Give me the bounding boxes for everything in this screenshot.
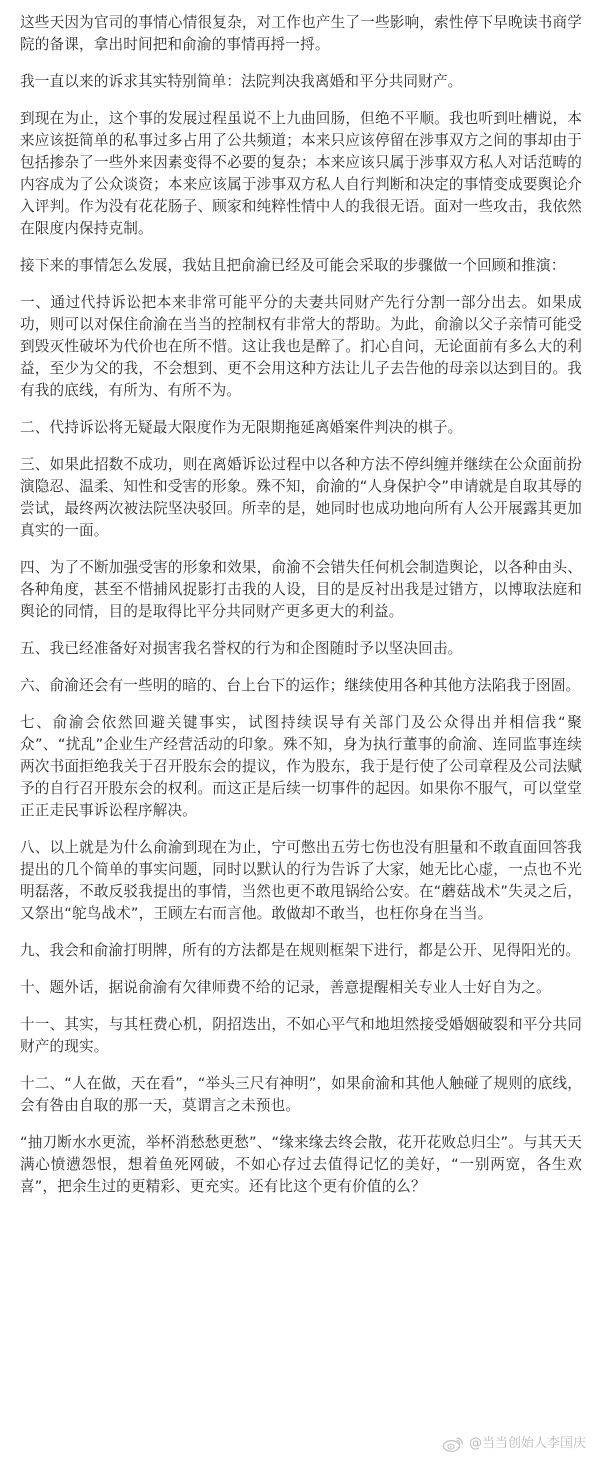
paragraph-review-intro: 接下来的事情怎么发展，我姑且把俞渝已经及可能会采取的步骤做一个回顾和推演：	[20, 257, 566, 274]
weibo-logo-icon	[442, 1436, 464, 1452]
article-body	[20, 12, 582, 1213]
watermark-text: @当当创始人李国庆	[468, 1436, 586, 1451]
paragraph-background: 到现在为止，这个事的发展过程虽说不上九曲回肠，但绝不平顺。我也听到吐槽说，本来应该挺简单的私事过多占用了公共频道；本来只应该停留在涉事双方之间的事却由于包括掺杂了一些外来因素变得不必要的复杂；本来应该只属于涉事双方私人对话范畴的内容成为了公众谈资；本来应该属于涉事双方私人自行判断和决定的事情变成要舆论介入评判。作为没有花花肠子、顾家和纯粹性情中人的我很无语。面对一些攻击，我依然在限度内保持克制。	[20, 110, 582, 237]
paragraph-point-10: 十、题外话，据说俞渝有欠律师费不给的记录，善意提醒相关专业人士好自为之。	[20, 979, 551, 996]
paragraph-point-12: 十二、“人在做，天在看”，“举头三尺有神明”，如果俞渝和其他人触碰了规则的底线，会有咎由自取的那一天，莫谓言之未预也。	[20, 1075, 582, 1114]
paragraph-point-3: 三、如果此招数不成功，则在离婚诉讼过程中以各种方法不停纠缠并继续在公众面前扮演隐忍、温柔、知性和受害的形象。殊不知，俞渝的“人身保护令”申请就是自取其辱的尝试，最终两次被法院坚决驳回。所幸的是，她同时也成功地向所有人公开展露其更加真实的一面。	[20, 456, 582, 539]
paragraph-demand: 我一直以来的诉求其实特别简单：法院判决我离婚和平分共同财产。	[20, 73, 463, 90]
paragraph-point-5: 五、我已经准备好对损害我名誉权的行为和企图随时予以坚决回击。	[20, 640, 463, 657]
paragraph-point-6: 六、俞渝还会有一些明的暗的、台上台下的运作；继续使用各种其他方法陷我于囹圄。	[20, 677, 581, 694]
paragraph-point-2: 二、代持诉讼将无疑最大限度作为无限期拖延离婚案件判决的棋子。	[20, 419, 463, 436]
weibo-watermark	[442, 1436, 586, 1452]
paragraph-point-11: 十一、其实，与其枉费心机，阴招迭出，不如心平气和地坦然接受婚姻破裂和平分共同财产的现实。	[20, 1016, 582, 1055]
paragraph-point-7: 七、俞渝会依然回避关键事实，试图持续误导有关部门及公众得出并相信我“聚众”、“扰乱”企业生产经营活动的印象。殊不知，身为执行董事的俞渝、连同监事连续两次书面拒绝我关于召开股东会的提议，作为股东，我于是行使了公司章程及公司法赋予的自行召开股东会的权利。而这正是后续一切事件的起因。如果你不服气，可以堂堂正正走民事诉讼程序解决。	[20, 714, 582, 819]
paragraph-point-9: 九、我会和俞渝打明牌，所有的方法都是在规则框架下进行，都是公开、见得阳光的。	[20, 942, 581, 959]
paragraph-point-4: 四、为了不断加强受害的形象和效果，俞渝不会错失任何机会制造舆论，以各种由头、各种角度，甚至不惜捕风捉影打击我的人设，目的是反衬出我是过错方，以博取法庭和舆论的同情，目的是取得比平分共同财产更多更大的利益。	[20, 559, 582, 620]
paragraph-intro: 这些天因为官司的事情心情很复杂，对工作也产生了一些影响，索性停下早晚读书商学院的备课，拿出时间把和俞渝的事情再捋一捋。	[20, 14, 582, 53]
paragraph-point-1: 一、通过代持诉讼把本来非常可能平分的夫妻共同财产先行分割一部分出去。如果成功，则可以对保住俞渝在当当的控制权有非常大的帮助。为此，俞渝以父子亲情可能受到毁灭性破坏为代价也在所不惜。这让我也是醉了。扪心自问，无论面前有多么大的利益，至少为父的我，不会想到、更不会用这种方法让儿子去告他的母亲以达到目的。我有我的底线，有所为、有所不为。	[20, 294, 582, 399]
paragraph-closing: “抽刀断水水更流，举杯消愁愁更愁”、“缘来缘去终会散，花开花败总归尘”。与其天天满心愤懑怨恨，想着鱼死网破，不如心存过去值得记忆的美好，“一别两宽，各生欢喜”，把余生过的更精彩、更充实。还有比这个更有价值的么？	[20, 1134, 582, 1195]
paragraph-point-8: 八、以上就是为什么俞渝到现在为止，宁可憋出五劳七伤也没有胆量和不敢直面回答我提出的几个简单的事实问题，同时以默认的行为告诉了大家，她无比心虚，一点也不光明磊落，不敢反驳我提出的事情，当然也更不敢甩锅给公安。在“蘑菇战术”失灵之后，又祭出“鸵鸟战术”，王顾左右而言他。敢做却不敢当，也枉你身在当当。	[20, 839, 582, 922]
